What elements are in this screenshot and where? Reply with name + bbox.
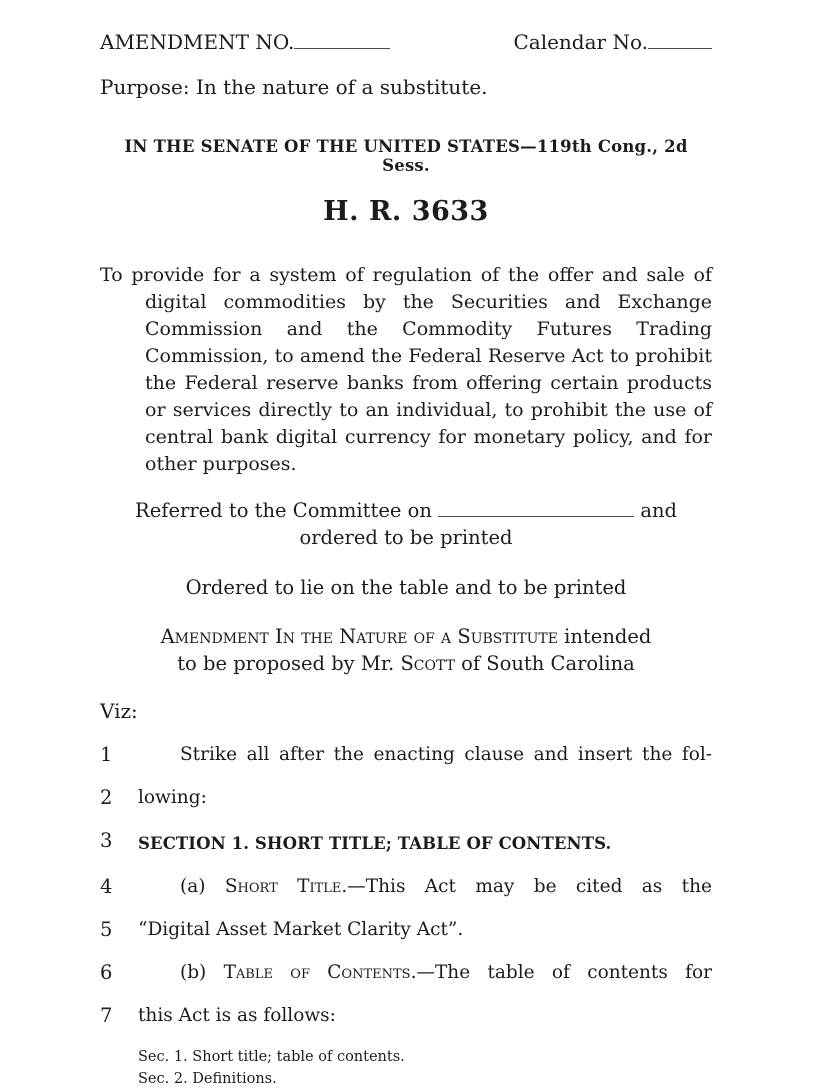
bill-line (100, 874, 712, 900)
bill-line (100, 785, 712, 811)
ordered-to-lie-line: Ordered to lie on the table and to be printed (185, 576, 627, 599)
line-text: this Act is as follows: (138, 1005, 336, 1026)
table-of-contents (138, 1046, 712, 1090)
line-text-smallcaps: Short Title (224, 876, 342, 897)
document-body (100, 30, 712, 1090)
line-text (138, 874, 712, 900)
purpose-line: Purpose: In the nature of a substitute. (100, 75, 488, 99)
committee-name-blank (438, 513, 634, 517)
toc-entry: Sec. 2. Definitions. (138, 1071, 277, 1087)
line-number: 2 (100, 786, 113, 809)
header-row (100, 30, 712, 54)
proposer-name: Scott (400, 652, 455, 675)
line-number: 5 (100, 918, 113, 941)
amendment-number-field (100, 30, 390, 54)
line-text-pre: (b) (180, 962, 224, 983)
line-number: 4 (100, 875, 113, 898)
proposer-pre: to be proposed by Mr. (177, 652, 401, 675)
referral-line2: ordered to be printed (299, 526, 513, 549)
line-text-smallcaps: Table of Contents (223, 962, 411, 983)
committee-referral-line (100, 497, 712, 551)
heading-smallcaps: Amendment In the Nature of a Substitute (160, 625, 558, 648)
bill-line (100, 828, 712, 857)
line-number: 1 (100, 743, 113, 766)
line-number: 6 (100, 961, 113, 984)
line-text: lowing: (138, 787, 207, 808)
bill-line (100, 742, 712, 768)
proposer-post: of South Carolina (454, 652, 635, 675)
heading-tail: intended (557, 625, 652, 648)
bill-line (100, 1003, 712, 1029)
line-text: Strike all after the enacting clause and insert the fol- (180, 744, 712, 765)
calendar-number-field (513, 30, 712, 54)
amendment-nature-heading (100, 623, 712, 677)
line-text-post: .—This Act may be cited as the (341, 876, 712, 897)
calendar-no-label: Calendar No. (513, 30, 648, 54)
senate-caption: IN THE SENATE OF THE UNITED STATES—119th Cong., 2d Sess. (124, 137, 688, 175)
section-heading: SECTION 1. SHORT TITLE; TABLE OF CONTENTS. (138, 834, 612, 853)
numbered-lines (100, 742, 712, 1029)
bill-line (100, 917, 712, 943)
line-text-pre: (a) (180, 876, 225, 897)
line-number: 3 (100, 829, 113, 852)
referral-text-post: and (640, 499, 677, 522)
bill-number: H. R. 3633 (323, 196, 489, 227)
viz-label: Viz: (100, 699, 138, 723)
bill-line (100, 960, 712, 986)
line-text: “Digital Asset Market Clarity Act”. (138, 919, 464, 940)
line-text-post: .—The table of contents for (410, 962, 712, 983)
line-number: 7 (100, 1004, 113, 1027)
long-title: To provide for a system of regulation of the offer and sale of digital commodities by the Securities and Exchange Commission and the Commodity Futures Trading Commission, to amend the Federal Reserve Act to prohibit the Federal reserve banks from offering certain products or services directly to an individual, to prohibit the use of central bank digital currency for monetary policy, and for other purposes. (100, 264, 712, 475)
toc-entry: Sec. 1. Short title; table of contents. (138, 1049, 405, 1065)
line-text (138, 960, 712, 986)
calendar-no-blank (648, 45, 712, 49)
referral-text-pre: Referred to the Committee on (135, 499, 432, 522)
amendment-no-label: AMENDMENT NO. (100, 30, 295, 54)
amendment-no-blank (294, 45, 390, 49)
